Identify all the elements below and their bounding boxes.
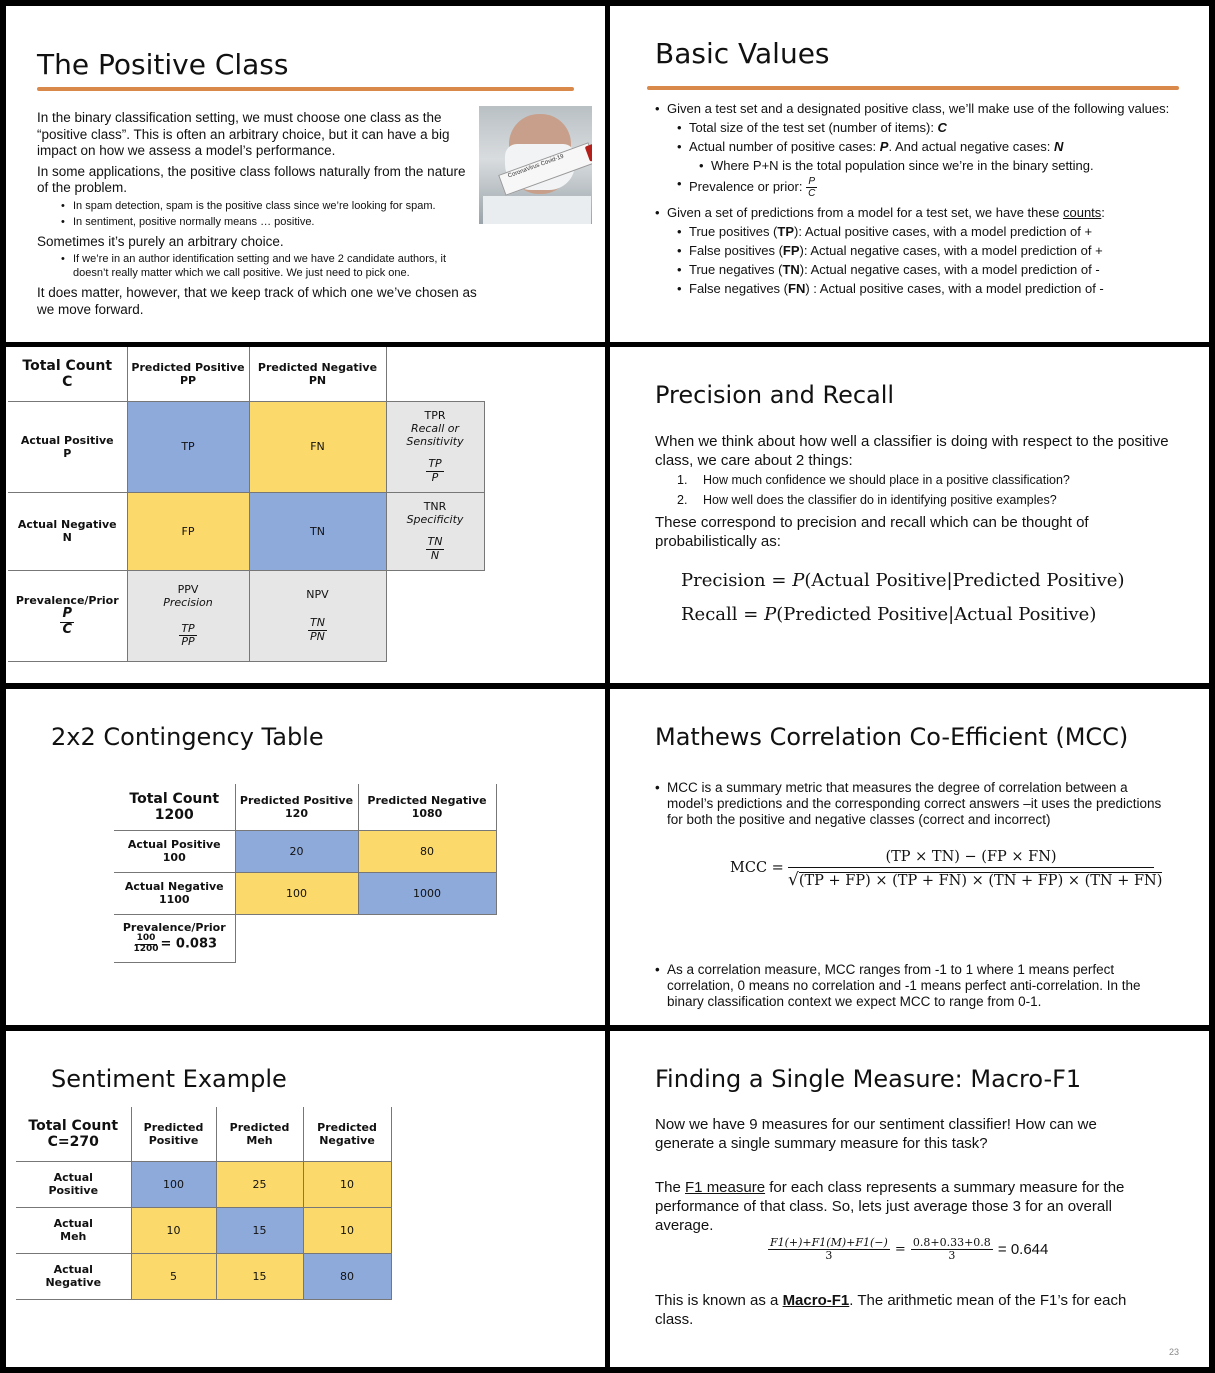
denominator: C xyxy=(62,621,73,637)
slide-title: 2x2 Contingency Table xyxy=(51,723,324,751)
bullet xyxy=(655,101,1175,117)
eq-rhs: (Actual Positive|Predicted Positive) xyxy=(804,570,1125,591)
text-run: This is known as a xyxy=(655,1292,783,1309)
eq-lhs: Precision xyxy=(681,570,766,591)
covid-photo xyxy=(479,106,592,224)
bullet xyxy=(699,158,1175,174)
slide-body xyxy=(37,110,477,318)
macro-f1-formula xyxy=(768,1237,1048,1262)
count-abbr: TP xyxy=(777,224,795,239)
denominator: 3 xyxy=(825,1249,833,1263)
denominator: 1200 xyxy=(133,944,159,954)
count-text: False positives ( xyxy=(689,243,783,258)
header-text: Actual xyxy=(53,1217,93,1230)
npv-cell xyxy=(249,570,386,661)
count-text: ): Actual negative cases, with a model prediction of - xyxy=(799,262,1100,277)
tpr-cell xyxy=(386,401,484,492)
tnr-fraction xyxy=(426,536,445,561)
var-n: N xyxy=(1053,139,1064,154)
eq-rhs: (Predicted Positive|Actual Positive) xyxy=(776,604,1097,625)
header-text: Negative xyxy=(319,1133,375,1147)
bullet-text: : xyxy=(1101,205,1105,220)
count-cell: 10 xyxy=(303,1207,391,1253)
predicted-negative-header xyxy=(249,347,386,401)
numerator: TP xyxy=(181,621,195,635)
header-value: 100 xyxy=(162,851,186,864)
count-text: ) : Actual positive cases, with a model prediction of - xyxy=(805,281,1104,296)
count-cell: 80 xyxy=(303,1253,391,1299)
count-abbr: FP xyxy=(782,243,800,258)
count-cell: 15 xyxy=(216,1207,303,1253)
macro-f1-term: Macro-F1 xyxy=(782,1292,850,1309)
text-run: The xyxy=(655,1179,686,1196)
header-value: 1100 xyxy=(158,893,190,906)
denominator: N xyxy=(430,548,440,562)
header-value: 120 xyxy=(285,806,308,820)
count-definition xyxy=(677,243,1175,259)
numerator: TN xyxy=(310,616,325,630)
header-value: C=270 xyxy=(47,1133,99,1150)
paragraph: Sometimes it’s purely an arbitrary choice. xyxy=(37,233,284,249)
sentiment-table xyxy=(16,1107,392,1300)
bullet-text: Given a test set and a designated positive class, we’ll make use of the following values: xyxy=(667,101,1170,116)
paragraph: In some applications, the positive class follows naturally from the nature of the problem. xyxy=(37,163,466,195)
actual-row-header xyxy=(16,1207,131,1253)
tp-cell: 20 xyxy=(235,830,358,872)
header-text: Total Count xyxy=(22,357,113,374)
header-text: Predicted xyxy=(143,1120,204,1134)
header-text: Negative xyxy=(45,1276,102,1289)
fn-cell: 80 xyxy=(358,830,496,872)
count-cell: 15 xyxy=(216,1253,303,1299)
numbered-item: 2. How well does the classifier do in identifying positive examples? xyxy=(677,493,1057,507)
slide-sentiment-example xyxy=(6,1031,605,1367)
header-text: Actual Negative xyxy=(124,880,224,893)
bullet-text: Actual number of positive cases: xyxy=(689,139,880,154)
eq-lhs: Recall xyxy=(681,604,738,625)
numerator: P xyxy=(808,176,816,187)
eq-sign: = xyxy=(894,1242,906,1258)
predicted-column-header xyxy=(303,1107,391,1161)
numerator: TP xyxy=(428,457,442,471)
header-text: Prevalence/Prior xyxy=(15,594,119,608)
eq-sign: = xyxy=(743,604,759,625)
ppv-fraction xyxy=(179,623,196,648)
page-number: 23 xyxy=(1168,1347,1179,1357)
numbered-item: 1. How much confidence we should place in a positive classification? xyxy=(677,473,1070,487)
count-cell: 10 xyxy=(303,1161,391,1207)
bullet-text: . And actual negative cases: xyxy=(888,139,1054,154)
header-value: C xyxy=(62,373,73,390)
tnr-cell xyxy=(386,492,484,570)
actual-negative-header xyxy=(114,872,235,914)
numerator: 100 xyxy=(136,933,156,944)
metric-name: PPV xyxy=(177,582,199,596)
metric-name: NPV xyxy=(306,588,329,602)
total-count-header xyxy=(8,347,127,401)
var-c: C xyxy=(937,120,947,135)
tn-cell: 1000 xyxy=(358,872,496,914)
paragraph xyxy=(655,1291,1160,1329)
bullet-text: Where P+N is the total population since we’re in the binary setting. xyxy=(711,158,1094,173)
slide-mcc xyxy=(610,689,1209,1025)
header-text: Predicted xyxy=(317,1120,377,1134)
header-text: Actual Positive xyxy=(20,433,114,447)
predicted-column-header xyxy=(216,1107,303,1161)
bullet-text: Total size of the test set (number of items): xyxy=(689,120,938,135)
fp-cell: 100 xyxy=(235,872,358,914)
header-text: Predicted Negative xyxy=(367,793,487,807)
actual-row-header xyxy=(16,1253,131,1299)
prevalence-fraction xyxy=(806,176,817,199)
predicted-positive-header xyxy=(127,347,249,401)
mcc-lhs: MCC = xyxy=(730,860,784,876)
fp-cell: FP xyxy=(127,492,249,570)
denominator: 3 xyxy=(948,1249,956,1263)
header-text: Total Count xyxy=(28,1117,119,1134)
item-text: How well does the classifier do in identifying positive examples? xyxy=(703,493,1057,507)
tpr-fraction xyxy=(426,458,443,483)
count-text: ): Actual positive cases, with a model prediction of + xyxy=(794,224,1093,239)
tn-cell: TN xyxy=(249,492,386,570)
paragraph: These correspond to precision and recall which can be thought of probabilistically as: xyxy=(655,514,1089,550)
count-definition xyxy=(677,262,1175,278)
header-text: Meh xyxy=(60,1230,87,1243)
mcc-denominator-text: (TP + FP) × (TP + FN) × (TN + FP) × (TN + FN) xyxy=(798,873,1163,889)
bullet xyxy=(677,176,1175,199)
count-text: True negatives ( xyxy=(689,262,783,277)
numerator: F1(+)+F1(M)+F1(−) xyxy=(770,1236,888,1249)
total-count-header xyxy=(16,1107,131,1161)
item-text: How much confidence we should place in a positive classification? xyxy=(703,473,1070,487)
prevalence-value: = 0.083 xyxy=(160,936,218,952)
f1-values-fraction xyxy=(911,1237,993,1262)
denominator: C xyxy=(808,188,816,199)
mcc-numerator: (TP × TN) − (FP × FN) xyxy=(788,849,1154,868)
slide-title: The Positive Class xyxy=(37,48,289,81)
count-cell: 25 xyxy=(216,1161,303,1207)
count-cell: 10 xyxy=(131,1207,216,1253)
header-text: Predicted Negative xyxy=(257,360,378,374)
numerator: TN xyxy=(427,535,443,549)
bullet: • In spam detection, spam is the positive class since we’re looking for spam. xyxy=(61,200,477,214)
bullet-text: Given a set of predictions from a model for a test set, we have these xyxy=(667,205,1063,220)
shirt-shape xyxy=(483,196,591,224)
header-text: Actual xyxy=(53,1263,93,1276)
header-value: N xyxy=(62,531,72,544)
metric-subtitle: Specificity xyxy=(406,513,464,527)
slide-title: Finding a Single Measure: Macro-F1 xyxy=(655,1065,1082,1093)
count-text: False negatives ( xyxy=(689,281,788,296)
counts-word: counts xyxy=(1062,205,1102,220)
count-definition xyxy=(677,281,1175,297)
count-definition xyxy=(677,224,1175,240)
header-text: Actual xyxy=(53,1171,93,1184)
total-count-header xyxy=(114,784,235,830)
actual-positive-header xyxy=(114,830,235,872)
actual-row-header xyxy=(16,1161,131,1207)
paragraph: It does matter, however, that we keep track of which one we’ve chosen as we move forward. xyxy=(37,285,477,317)
denominator: PP xyxy=(181,635,195,648)
count-text: ): Actual negative cases, with a model prediction of + xyxy=(799,243,1103,258)
recall-equation xyxy=(681,604,1096,625)
actual-positive-header xyxy=(8,401,127,492)
header-value: PP xyxy=(179,373,197,387)
slide-title: Mathews Correlation Co-Efficient (MCC) xyxy=(655,723,1129,751)
slide-body xyxy=(655,432,1175,551)
bullet-text: Prevalence or prior: xyxy=(689,178,807,194)
metric-name: TPR xyxy=(424,409,446,423)
slide-basic-values xyxy=(610,6,1209,342)
predicted-column-header xyxy=(131,1107,216,1161)
eq-sign: = xyxy=(771,570,787,591)
slide-contingency-table xyxy=(6,689,605,1025)
precision-equation xyxy=(681,570,1124,591)
prevalence-header xyxy=(114,914,235,962)
var-p: P xyxy=(879,139,889,154)
count-text: True positives ( xyxy=(689,224,778,239)
predicted-negative-header xyxy=(358,784,496,830)
actual-negative-header xyxy=(8,492,127,570)
count-cell: 100 xyxy=(131,1161,216,1207)
prevalence-header xyxy=(8,570,127,661)
eq-p: P xyxy=(792,570,805,591)
paragraph: In the binary classification setting, we must choose one class as the “positive class”. This is often an arbitrary choice, but it can have a big impact on how we assess a model’s performance. xyxy=(37,110,450,158)
header-text: Total Count xyxy=(129,790,220,807)
fn-cell: FN xyxy=(249,401,386,492)
prevalence-fraction xyxy=(60,607,74,637)
header-text: Meh xyxy=(246,1133,273,1147)
header-value: PN xyxy=(308,373,327,387)
header-text: Positive xyxy=(148,1133,199,1147)
numerator: 0.8+0.33+0.8 xyxy=(912,1236,991,1249)
mcc-denominator: √(TP + FP) × (TP + FN) × (TN + FP) × (TN + FN) xyxy=(788,870,1163,890)
bullet: • If we’re in an author identification setting and we have 2 candidate authors, it doesn’t really matter which we call positive. We just need to pick one. xyxy=(61,253,477,280)
paragraph xyxy=(655,1178,1160,1235)
denominator: P xyxy=(431,470,439,484)
count-abbr: FN xyxy=(788,281,806,296)
title-underline xyxy=(37,87,574,91)
paragraph: When we think about how well a classifier is doing with respect to the positive class, we care about 2 things: xyxy=(655,433,1169,469)
predicted-positive-header xyxy=(235,784,358,830)
header-text: Actual Negative xyxy=(17,518,117,531)
title-underline xyxy=(647,86,1179,90)
f1-measure-link[interactable]: F1 measure xyxy=(685,1179,766,1196)
header-text: Predicted xyxy=(229,1120,290,1134)
f1-sum-fraction xyxy=(768,1237,890,1262)
eq-p: P xyxy=(764,604,777,625)
header-text: Prevalence/Prior xyxy=(122,921,226,935)
slide-confusion-matrix xyxy=(6,347,605,683)
header-value: P xyxy=(63,446,72,460)
metric-subtitle: Recall or Sensitivity xyxy=(406,422,464,449)
bullet: • MCC is a summary metric that measures the degree of correlation between a model’s predictions and the corresponding correct answers –it uses the predictions for both the positive and negative classes (correct and incorrect) xyxy=(655,780,1167,827)
slide-title: Precision and Recall xyxy=(655,381,895,409)
header-value: 1200 xyxy=(154,806,194,823)
bullet xyxy=(677,120,1175,136)
prevalence-fraction xyxy=(131,934,160,955)
header-text: Predicted Positive xyxy=(239,793,354,807)
slide-body xyxy=(655,101,1175,300)
slide-positive-class xyxy=(6,6,605,342)
metric-name: TNR xyxy=(423,500,447,514)
text-run: for each class represents a summary measure for the performance of that class. So, lets just average those 3 for an overall average. xyxy=(655,1179,1125,1234)
slide-title: Basic Values xyxy=(655,37,830,70)
bullet xyxy=(677,139,1175,155)
metric-subtitle: Precision xyxy=(163,595,213,609)
paragraph: Now we have 9 measures for our sentiment classifier! How can we generate a single summary measure for this task? xyxy=(655,1116,1097,1152)
header-text: Predicted Positive xyxy=(131,360,245,374)
macro-f1-result: = 0.644 xyxy=(997,1241,1049,1259)
ppv-cell xyxy=(127,570,249,661)
header-value: 1080 xyxy=(411,806,443,820)
confusion-table xyxy=(8,347,485,662)
tube-label: CoronaVirus Covid-19 xyxy=(507,153,565,180)
contingency-table xyxy=(114,784,497,963)
count-cell: 5 xyxy=(131,1253,216,1299)
npv-fraction xyxy=(308,617,327,642)
count-abbr: TN xyxy=(782,262,800,277)
slide-precision-recall xyxy=(610,347,1209,683)
bullet: • In sentiment, positive normally means … positive. xyxy=(61,216,477,230)
text-run: . The arithmetic mean of the F1’s for each class. xyxy=(655,1292,1127,1328)
slide-title: Sentiment Example xyxy=(51,1065,287,1093)
denominator: PN xyxy=(310,629,325,643)
tp-cell: TP xyxy=(127,401,249,492)
bullet: • As a correlation measure, MCC ranges from -1 to 1 where 1 means perfect correlation, 0 means no correlation and -1 means perfect anti-correlation. In the binary classification context we expect MCC to range from 0-1. xyxy=(655,962,1167,1009)
numerator: P xyxy=(62,606,72,622)
header-text: Actual Positive xyxy=(127,838,221,851)
bullet xyxy=(655,205,1175,221)
header-text: Positive xyxy=(48,1184,99,1197)
slide-macro-f1 xyxy=(610,1031,1209,1367)
